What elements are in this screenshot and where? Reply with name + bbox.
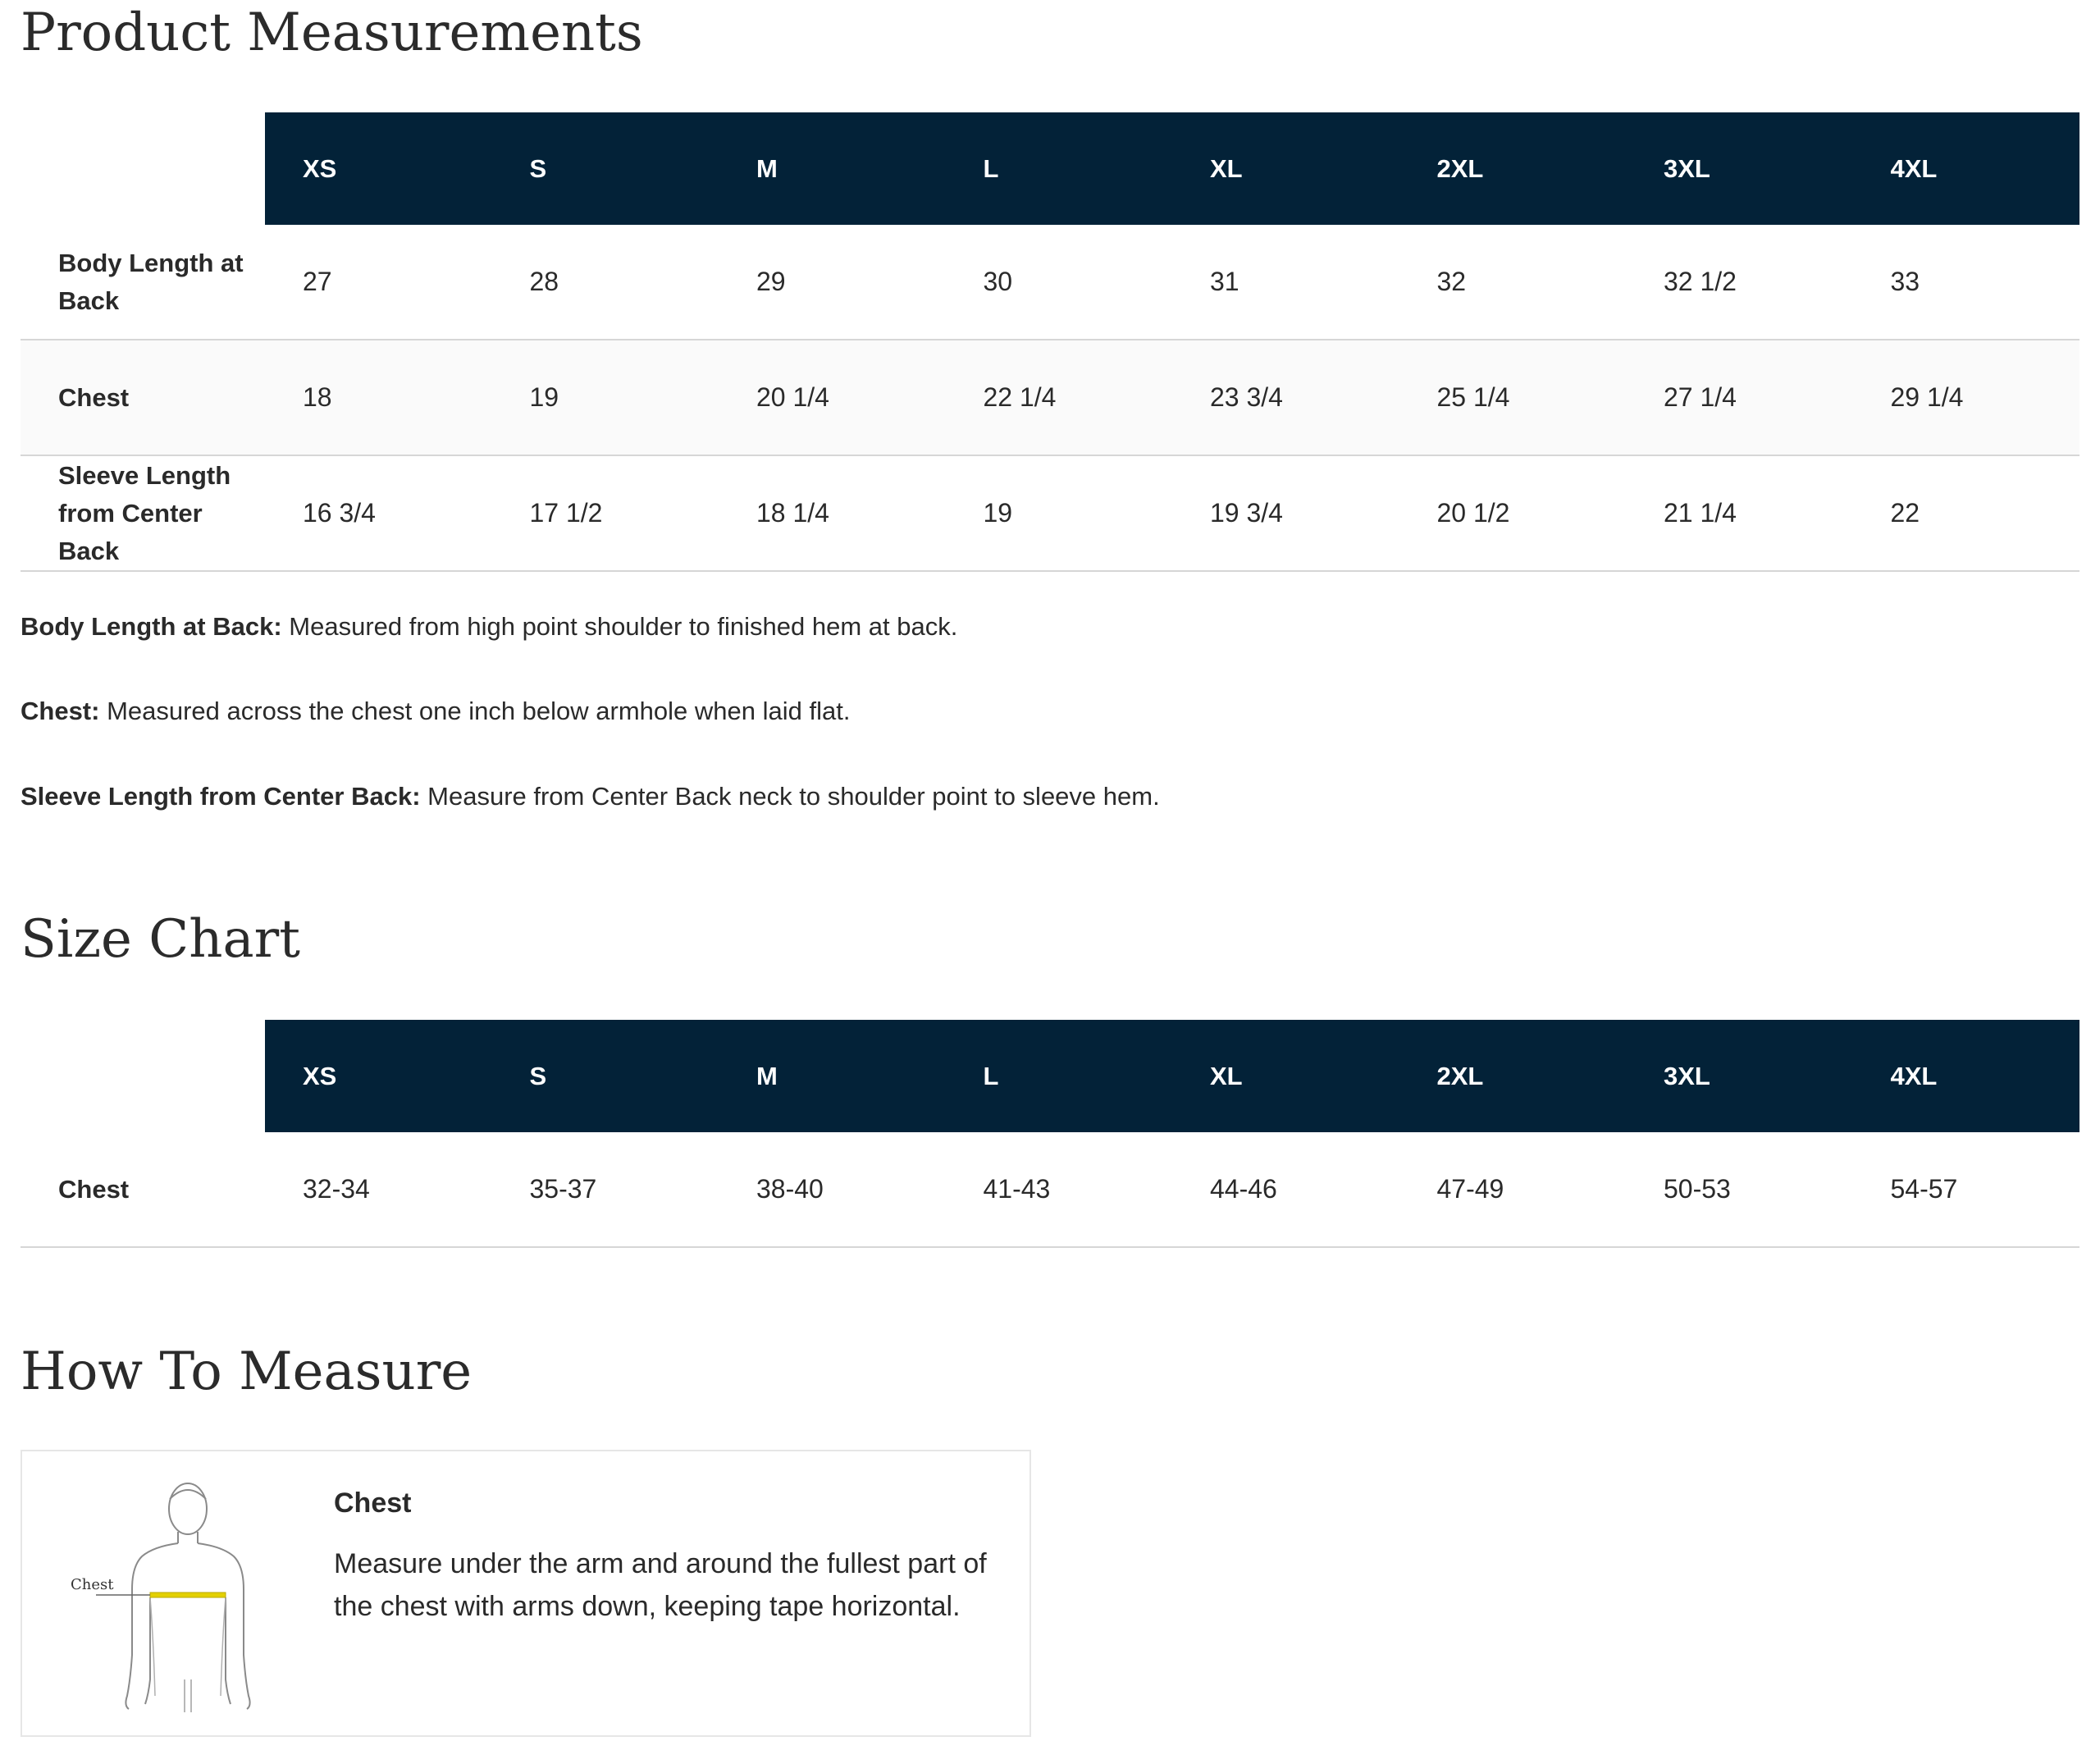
table-cell: 41-43	[946, 1132, 1173, 1247]
table-cell: 25 1/4	[1399, 340, 1627, 455]
table-cell: 44-46	[1172, 1132, 1399, 1247]
row-label-chest: Chest	[21, 340, 265, 455]
note-term: Sleeve Length from Center Back:	[21, 782, 421, 811]
table-cell: 32-34	[265, 1132, 492, 1247]
table-cell: 50-53	[1626, 1132, 1853, 1247]
table-cell: 32 1/2	[1626, 225, 1853, 340]
header-size-s: S	[492, 112, 719, 225]
header-size-3xl: 3XL	[1626, 112, 1853, 225]
note-sleeve-length	[21, 782, 1160, 811]
header-size-4xl: 4XL	[1853, 112, 2080, 225]
header-blank-cell	[21, 1020, 265, 1132]
note-term: Body Length at Back:	[21, 612, 282, 641]
header-size-l: L	[946, 1020, 1173, 1132]
measure-card-title: Chest	[334, 1487, 412, 1519]
table-cell: 20 1/4	[719, 340, 946, 455]
note-term: Chest:	[21, 697, 100, 725]
table-cell: 35-37	[492, 1132, 719, 1247]
header-size-4xl: 4XL	[1853, 1020, 2080, 1132]
table-row	[21, 1132, 2079, 1247]
header-size-xs: XS	[265, 1020, 492, 1132]
table-header-row	[21, 112, 2079, 225]
measure-card-description: Measure under the arm and around the fullest part of the chest with arms down, keeping tape horizontal.	[334, 1548, 987, 1622]
measure-card-text	[334, 1487, 990, 1628]
table-cell: 21 1/4	[1626, 455, 1853, 571]
product-measurements-table	[21, 112, 2079, 572]
table-header-row	[21, 1020, 2079, 1132]
table-cell: 19	[492, 340, 719, 455]
table-cell: 54-57	[1853, 1132, 2080, 1247]
table-cell: 47-49	[1399, 1132, 1627, 1247]
note-text: Measured from high point shoulder to finished hem at back.	[281, 612, 958, 641]
size-chart-table	[21, 1020, 2079, 1248]
body-outline-figure	[63, 1474, 285, 1720]
table-cell: 22 1/4	[946, 340, 1173, 455]
table-cell: 19	[946, 455, 1173, 571]
table-cell: 22	[1853, 455, 2080, 571]
table-row	[21, 455, 2079, 571]
row-label-sleeve-length: Sleeve Length from Center Back	[21, 455, 265, 571]
table-cell: 18 1/4	[719, 455, 946, 571]
how-to-measure-title: How To Measure	[21, 1341, 472, 1402]
header-size-xs: XS	[265, 112, 492, 225]
header-size-xl: XL	[1172, 112, 1399, 225]
table-cell: 29	[719, 225, 946, 340]
header-size-2xl: 2XL	[1399, 112, 1627, 225]
table-cell: 28	[492, 225, 719, 340]
header-size-l: L	[946, 112, 1173, 225]
table-row	[21, 225, 2079, 340]
header-size-xl: XL	[1172, 1020, 1399, 1132]
table-cell: 16 3/4	[265, 455, 492, 571]
row-label-body-length: Body Length at Back	[21, 225, 265, 340]
table-cell: 17 1/2	[492, 455, 719, 571]
header-size-3xl: 3XL	[1626, 1020, 1853, 1132]
header-blank-cell	[21, 112, 265, 225]
table-cell: 31	[1172, 225, 1399, 340]
table-row	[21, 340, 2079, 455]
table-cell: 29 1/4	[1853, 340, 2080, 455]
table-cell: 27	[265, 225, 492, 340]
table-cell: 23 3/4	[1172, 340, 1399, 455]
size-chart-title: Size Chart	[21, 909, 300, 970]
table-cell: 38-40	[719, 1132, 946, 1247]
note-body-length	[21, 612, 957, 642]
header-size-2xl: 2XL	[1399, 1020, 1627, 1132]
table-cell: 18	[265, 340, 492, 455]
table-cell: 32	[1399, 225, 1627, 340]
figure-chest-label: Chest	[71, 1576, 114, 1593]
header-size-m: M	[719, 112, 946, 225]
measure-card-chest	[21, 1450, 1031, 1737]
table-cell: 19 3/4	[1172, 455, 1399, 571]
table-cell: 33	[1853, 225, 2080, 340]
row-label-chest: Chest	[21, 1132, 265, 1247]
note-text: Measured across the chest one inch below armhole when laid flat.	[99, 697, 851, 725]
table-cell: 27 1/4	[1626, 340, 1853, 455]
table-cell: 30	[946, 225, 1173, 340]
header-size-s: S	[492, 1020, 719, 1132]
product-measurements-title: Product Measurements	[21, 2, 643, 63]
note-chest	[21, 697, 850, 726]
table-cell: 20 1/2	[1399, 455, 1627, 571]
header-size-m: M	[719, 1020, 946, 1132]
note-text: Measure from Center Back neck to shoulder point to sleeve hem.	[420, 782, 1160, 811]
